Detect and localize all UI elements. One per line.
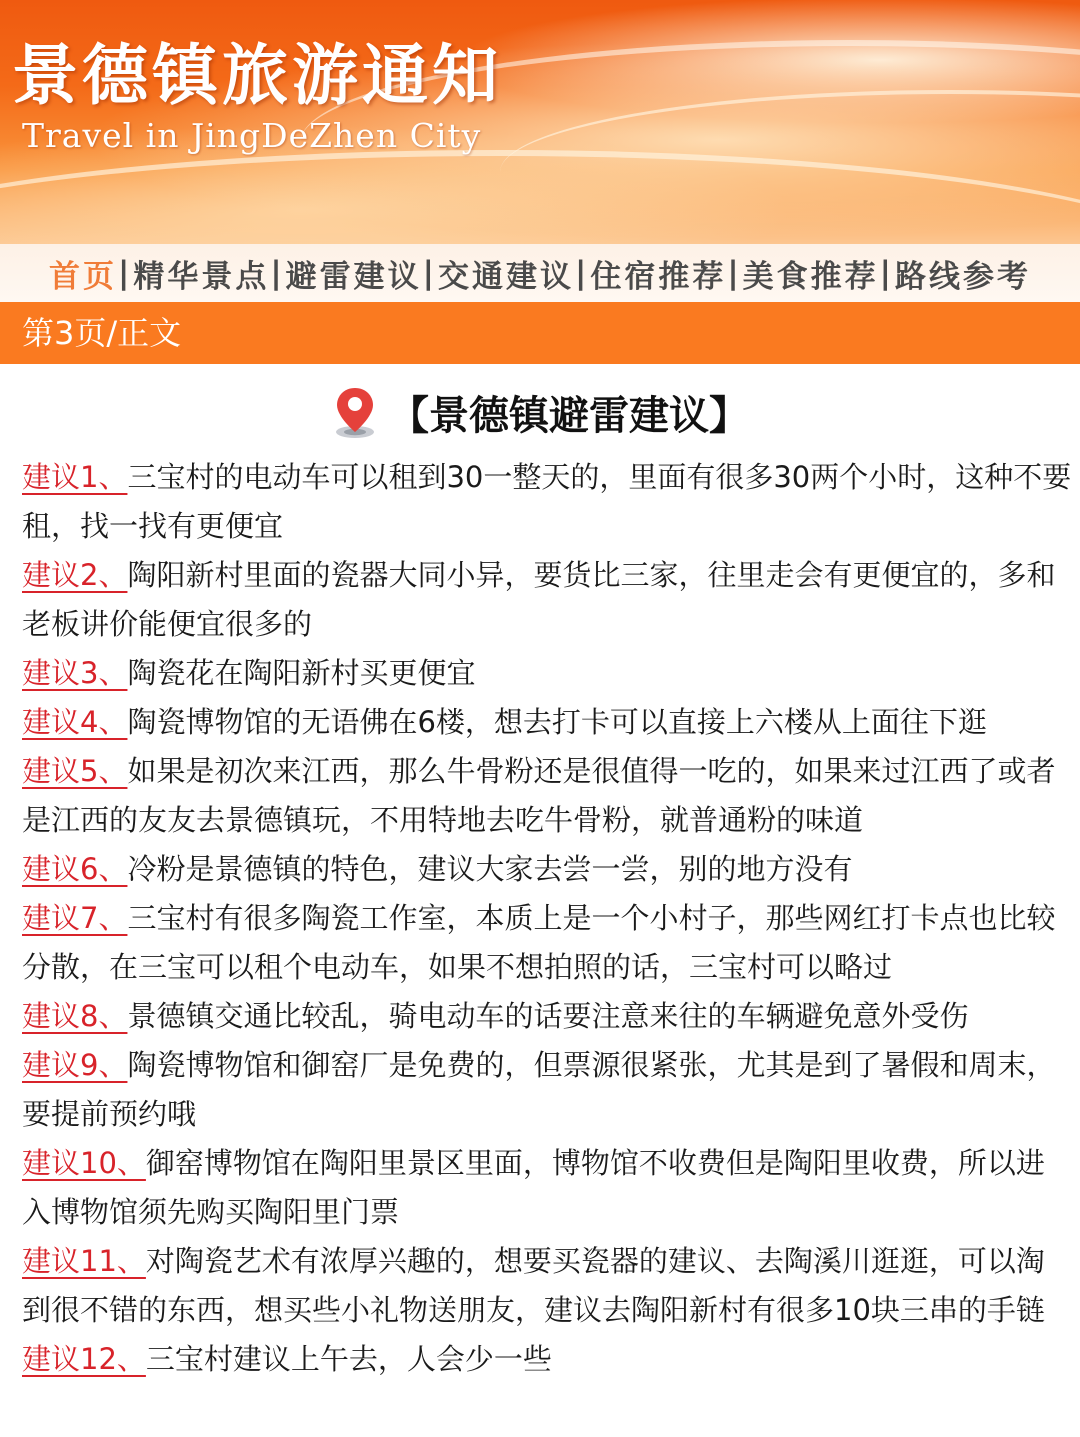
location-pin-icon [331,385,379,439]
tip-label[interactable]: 建议11、 [22,1244,146,1278]
tip-text: 三宝村的电动车可以租到30一整天的，里面有很多30两个小时，这种不要租，找一找有更便宜 [22,460,1072,543]
nav-separator: | [422,255,437,291]
tip-label[interactable]: 建议7、 [22,901,128,935]
list-item [22,894,1072,992]
tip-label[interactable]: 建议12、 [22,1342,146,1376]
tip-text: 景德镇交通比较乱，骑电动车的话要注意来往的车辆避免意外受伤 [127,999,969,1033]
header-banner [0,0,1080,244]
tip-label[interactable]: 建议1、 [22,460,128,494]
tip-label[interactable]: 建议5、 [22,754,128,788]
list-item [22,747,1072,845]
tip-text: 三宝村有很多陶瓷工作室，本质上是一个小村子，那些网红打卡点也比较分散，在三宝可以租个电动车，如果不想拍照的话，三宝村可以略过 [22,901,1056,984]
nav-separator: | [270,255,285,291]
page-title: 景德镇旅游通知 [12,37,502,114]
nav-item-routes[interactable]: 路线参考 [894,258,1031,295]
tip-text: 陶瓷博物馆和御窑厂是免费的，但票源很紧张，尤其是到了暑假和周末，要提前预约哦 [22,1048,1056,1131]
section-heading [0,380,1080,444]
tip-label[interactable]: 建议8、 [22,999,128,1033]
tip-text: 御窑博物馆在陶阳里景区里面，博物馆不收费但是陶阳里收费，所以进入博物馆须先购买陶阳里门票 [22,1146,1045,1229]
nav-item-highlights[interactable]: 精华景点 [133,258,270,295]
section-title: 【景德镇避雷建议】 [389,392,749,439]
nav-separator: | [118,255,133,291]
tip-text: 如果是初次来江西，那么牛骨粉还是很值得一吃的，如果来过江西了或者是江西的友友去景德镇玩，不用特地去吃牛骨粉，就普通粉的味道 [22,754,1056,837]
nav-item-home[interactable]: 首页 [49,258,118,295]
page-indicator: 第3页/正文 [22,314,182,352]
nav-item-food[interactable]: 美食推荐 [742,258,879,295]
tip-text: 对陶瓷艺术有浓厚兴趣的，想要买瓷器的建议、去陶溪川逛逛，可以淘到很不错的东西，想买些小礼物送朋友，建议去陶阳新村有很多10块三串的手链 [22,1244,1045,1327]
nav-separator: | [575,255,590,291]
list-item [22,1237,1072,1335]
list-item [22,992,1072,1041]
list-item [22,1041,1072,1139]
tip-label[interactable]: 建议6、 [22,852,128,886]
list-item [22,649,1072,698]
tips-list [22,453,1072,1384]
nav-separator: | [879,255,894,291]
list-item [22,551,1072,649]
list-item [22,845,1072,894]
tip-label[interactable]: 建议9、 [22,1048,128,1082]
list-item [22,453,1072,551]
tip-text: 陶瓷博物馆的无语佛在6楼，想去打卡可以直接上六楼从上面往下逛 [127,705,987,739]
list-item [22,1335,1072,1384]
tip-label[interactable]: 建议2、 [22,558,128,592]
tip-label[interactable]: 建议4、 [22,705,128,739]
list-item [22,1139,1072,1237]
tip-text: 三宝村建议上午去，人会少一些 [145,1342,552,1376]
page-indicator-bar [0,302,1080,364]
tip-label[interactable]: 建议10、 [22,1146,146,1180]
tip-text: 陶阳新村里面的瓷器大同小异，要货比三家，往里走会有更便宜的，多和老板讲价能便宜很多的 [22,558,1056,641]
nav-item-transport[interactable]: 交通建议 [438,258,574,295]
list-item [22,698,1072,747]
tip-label[interactable]: 建议3、 [22,656,128,690]
nav-item-lodging[interactable]: 住宿推荐 [590,258,727,295]
nav-separator: | [727,255,742,291]
nav-bar [0,244,1080,302]
tip-text: 陶瓷花在陶阳新村买更便宜 [127,656,476,690]
tip-text: 冷粉是景德镇的特色，建议大家去尝一尝，别的地方没有 [127,852,853,886]
page-subtitle: Travel in JingDeZhen City [22,116,482,155]
nav-item-pitfall-tips[interactable]: 避雷建议 [285,258,422,295]
